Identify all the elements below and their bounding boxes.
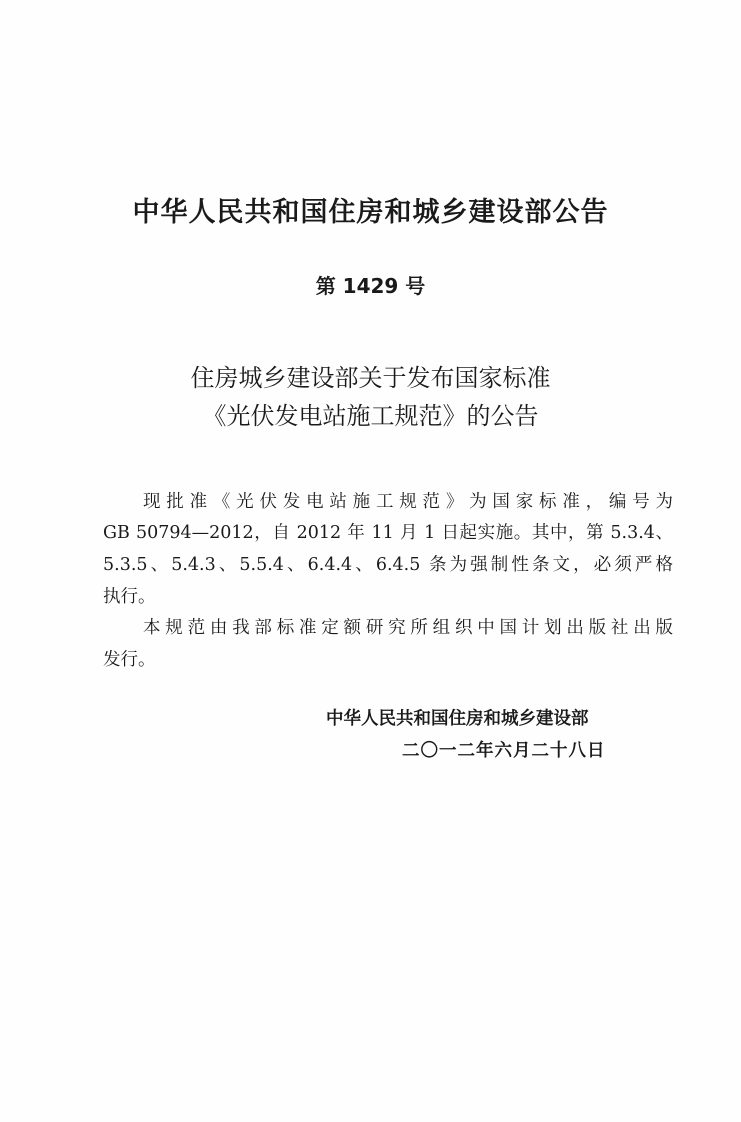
issuer-signature: 中华人民共和国住房和城乡建设部	[326, 709, 589, 729]
announcement-number: 第 1429 号	[315, 274, 426, 298]
body-paragraph-1-line-2: GB 50794—2012，自 2012 年 11 月 1 日起实施。其中，第 5.3.4、	[103, 523, 673, 543]
body-paragraph-1-line-4: 执行。	[103, 587, 156, 607]
issue-date: 二〇一二年六月二十八日	[402, 741, 606, 761]
body-paragraph-1-line-3: 5.3.5、5.4.3、5.5.4、6.4.4、6.4.5 条为强制性条文，必须严格	[103, 555, 673, 575]
body-paragraph-2-line-1: 本规范由我部标准定额研究所组织中国计划出版社出版	[143, 618, 673, 638]
announcement-subtitle-line-1: 住房城乡建设部关于发布国家标准	[190, 364, 551, 392]
announcement-subtitle-line-2: 《光伏发电站施工规范》的公告	[202, 402, 539, 430]
body-paragraph-2-line-2: 发行。	[103, 650, 156, 670]
body-paragraph-1-line-1: 现批准《光伏发电站施工规范》为国家标准，编号为	[143, 492, 673, 512]
announcement-title: 中华人民共和国住房和城乡建设部公告	[132, 197, 609, 228]
